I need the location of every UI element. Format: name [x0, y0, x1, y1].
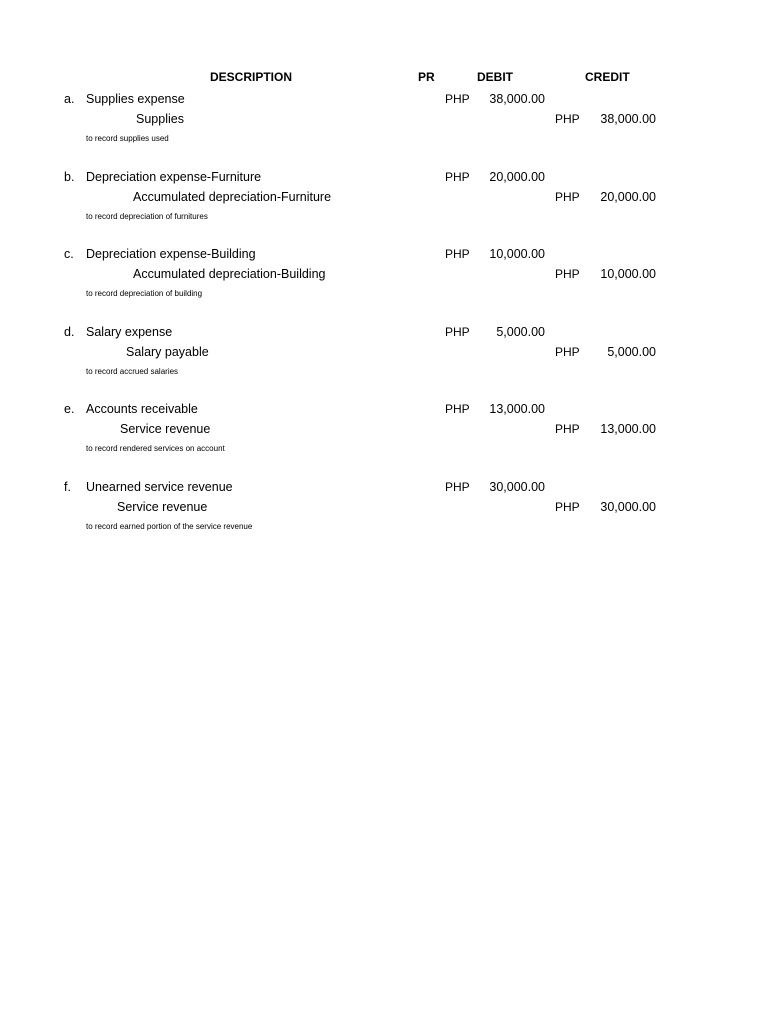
credit-account: Service revenue: [120, 422, 211, 436]
entry-letter: b.: [64, 170, 75, 184]
journal-entry-d: [0, 324, 768, 394]
journal-entry-f: [0, 479, 768, 549]
entry-note: to record depreciation of furnitures: [86, 212, 208, 221]
credit-amount: 20,000.00: [600, 190, 656, 204]
debit-line: [0, 324, 768, 340]
debit-amount: 38,000.00: [489, 92, 545, 106]
debit-currency: PHP: [445, 325, 470, 339]
journal-entry-c: [0, 246, 768, 316]
debit-currency: PHP: [445, 92, 470, 106]
entry-note: to record depreciation of building: [86, 289, 203, 298]
debit-account: Supplies expense: [86, 92, 185, 106]
entry-note: to record earned portion of the service revenue: [86, 522, 253, 531]
credit-account: Supplies: [136, 112, 184, 126]
credit-line: [0, 499, 768, 515]
entry-note: to record supplies used: [86, 134, 169, 143]
credit-line: [0, 344, 768, 360]
credit-line: [0, 111, 768, 127]
header-pr: PR: [418, 70, 435, 84]
header-description: DESCRIPTION: [210, 70, 293, 84]
credit-amount: 38,000.00: [600, 112, 656, 126]
journal-entry-b: [0, 169, 768, 239]
credit-line: [0, 189, 768, 205]
credit-currency: PHP: [555, 345, 580, 359]
entry-note: to record rendered services on account: [86, 444, 225, 453]
debit-line: [0, 246, 768, 262]
credit-currency: PHP: [555, 267, 580, 281]
credit-line: [0, 421, 768, 437]
debit-amount: 10,000.00: [489, 247, 545, 261]
entry-letter: c.: [64, 247, 74, 261]
credit-account: Accumulated depreciation-Building: [133, 267, 326, 281]
debit-amount: 20,000.00: [489, 170, 545, 184]
debit-currency: PHP: [445, 247, 470, 261]
debit-account: Salary expense: [86, 325, 173, 339]
entry-letter: f.: [64, 480, 71, 494]
entry-letter: a.: [64, 92, 75, 106]
credit-amount: 30,000.00: [600, 500, 656, 514]
debit-amount: 5,000.00: [496, 325, 545, 339]
debit-line: [0, 91, 768, 107]
credit-account: Service revenue: [117, 500, 208, 514]
debit-currency: PHP: [445, 480, 470, 494]
entry-letter: d.: [64, 325, 75, 339]
debit-line: [0, 479, 768, 495]
credit-currency: PHP: [555, 190, 580, 204]
debit-currency: PHP: [445, 402, 470, 416]
credit-account: Salary payable: [126, 345, 209, 359]
debit-account: Depreciation expense-Furniture: [86, 170, 262, 184]
credit-amount: 10,000.00: [600, 267, 656, 281]
debit-account: Depreciation expense-Building: [86, 247, 256, 261]
credit-currency: PHP: [555, 112, 580, 126]
debit-amount: 13,000.00: [489, 402, 545, 416]
header-debit: DEBIT: [477, 70, 513, 84]
entry-note: to record accrued salaries: [86, 367, 179, 376]
journal-entry-e: [0, 401, 768, 471]
credit-account: Accumulated depreciation-Furniture: [133, 190, 332, 204]
debit-currency: PHP: [445, 170, 470, 184]
credit-amount: 5,000.00: [607, 345, 656, 359]
debit-amount: 30,000.00: [489, 480, 545, 494]
journal-entry-a: [0, 91, 768, 161]
debit-account: Unearned service revenue: [86, 480, 233, 494]
credit-amount: 13,000.00: [600, 422, 656, 436]
debit-line: [0, 169, 768, 185]
credit-currency: PHP: [555, 500, 580, 514]
credit-currency: PHP: [555, 422, 580, 436]
entry-letter: e.: [64, 402, 75, 416]
debit-account: Accounts receivable: [86, 402, 198, 416]
debit-line: [0, 401, 768, 417]
header-credit: CREDIT: [585, 70, 630, 84]
credit-line: [0, 266, 768, 282]
